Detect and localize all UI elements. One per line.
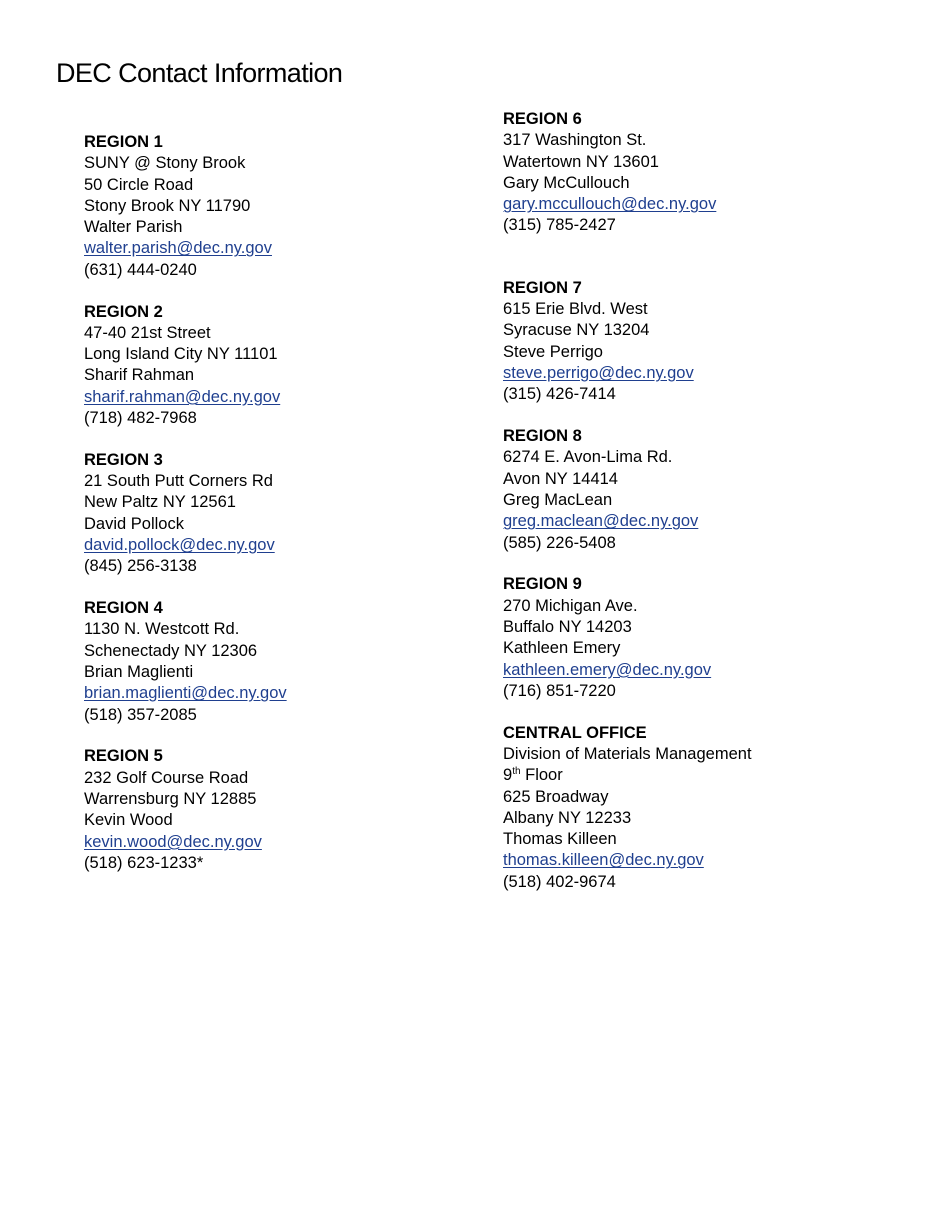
address-line: New Paltz NY 12561: [84, 493, 236, 512]
email-link[interactable]: kathleen.emery@dec.ny.gov: [503, 660, 712, 679]
address-line: 270 Michigan Ave.: [503, 596, 638, 615]
address-line: 47-40 21st Street: [84, 323, 211, 342]
right-column: [503, 109, 903, 914]
contact-name: Walter Parish: [84, 218, 183, 237]
phone-number: (716) 851-7220: [503, 681, 616, 700]
address-line: Syracuse NY 13204: [503, 321, 650, 340]
region-heading: REGION 9: [503, 575, 582, 594]
email-link[interactable]: steve.perrigo@dec.ny.gov: [503, 363, 694, 382]
contact-name: Kathleen Emery: [503, 639, 621, 658]
phone-number: (518) 357-2085: [84, 705, 197, 724]
region-heading: REGION 1: [84, 133, 163, 151]
address-line: 232 Golf Course Road: [84, 768, 249, 787]
contact-name: Brian Maglienti: [84, 663, 194, 682]
phone-number: (631) 444-0240: [84, 260, 197, 279]
address-line: 625 Broadway: [503, 787, 609, 806]
division-name: Division of Materials Management: [503, 744, 752, 763]
floor-number: 9: [503, 766, 513, 785]
region-heading: REGION 2: [84, 302, 163, 321]
address-line: 21 South Putt Corners Rd: [84, 472, 273, 491]
region-heading: REGION 6: [503, 110, 582, 128]
region-4-contact: [84, 598, 484, 726]
floor-word: Floor: [520, 766, 563, 785]
email-link[interactable]: walter.parish@dec.ny.gov: [84, 239, 272, 258]
region-3-contact: [84, 450, 484, 578]
email-link[interactable]: brian.maglienti@dec.ny.gov: [84, 684, 287, 703]
address-line: Avon NY 14414: [503, 469, 618, 488]
address-line: Warrensburg NY 12885: [84, 790, 257, 809]
phone-number: (518) 623-1233*: [84, 853, 204, 872]
central-office-contact: [503, 723, 903, 893]
contact-name: Thomas Killeen: [503, 830, 617, 849]
region-8-contact: [503, 426, 903, 554]
phone-number: (718) 482-7968: [84, 409, 197, 428]
contact-name: Greg MacLean: [503, 490, 613, 509]
address-line: Albany NY 12233: [503, 808, 632, 827]
region-2-contact: [84, 302, 484, 430]
central-office-heading: CENTRAL OFFICE: [503, 723, 647, 742]
region-heading: REGION 5: [84, 747, 163, 766]
contact-name: Steve Perrigo: [503, 342, 603, 361]
address-line: 317 Washington St.: [503, 131, 647, 150]
region-heading: REGION 7: [503, 278, 582, 297]
phone-number: (845) 256-3138: [84, 557, 197, 576]
contact-name: Gary McCullouch: [503, 173, 630, 192]
address-line: Buffalo NY 14203: [503, 617, 632, 636]
contact-name: David Pollock: [84, 514, 184, 533]
address-line: Watertown NY 13601: [503, 152, 659, 171]
email-link[interactable]: kevin.wood@dec.ny.gov: [84, 832, 262, 851]
region-6-contact: [503, 109, 903, 237]
address-line: 50 Circle Road: [84, 175, 194, 194]
left-column: [84, 132, 484, 895]
floor-line: [503, 765, 903, 786]
region-heading: REGION 4: [84, 599, 163, 618]
region-9-contact: [503, 574, 903, 702]
email-link[interactable]: sharif.rahman@dec.ny.gov: [84, 387, 281, 406]
email-link[interactable]: thomas.killeen@dec.ny.gov: [503, 851, 704, 870]
floor-suffix: th: [512, 766, 521, 778]
address-line: 6274 E. Avon-Lima Rd.: [503, 448, 673, 467]
page-title: DEC Contact Information: [56, 58, 343, 88]
region-heading: REGION 3: [84, 450, 163, 469]
address-line: Schenectady NY 12306: [84, 641, 258, 660]
address-line: Long Island City NY 11101: [84, 345, 278, 364]
region-1-contact: [84, 132, 484, 281]
region-heading: REGION 8: [503, 427, 582, 446]
email-link[interactable]: david.pollock@dec.ny.gov: [84, 536, 275, 555]
contact-name: Sharif Rahman: [84, 366, 195, 385]
address-line: 615 Erie Blvd. West: [503, 300, 648, 319]
phone-number: (315) 426-7414: [503, 385, 616, 404]
phone-number: (585) 226-5408: [503, 533, 616, 552]
address-line: Stony Brook NY 11790: [84, 196, 251, 215]
email-link[interactable]: greg.maclean@dec.ny.gov: [503, 512, 699, 531]
phone-number: (518) 402-9674: [503, 872, 616, 891]
email-link[interactable]: gary.mccullouch@dec.ny.gov: [503, 195, 717, 214]
contact-name: Kevin Wood: [84, 811, 173, 830]
address-line: 1130 N. Westcott Rd.: [84, 620, 240, 639]
address-line: SUNY @ Stony Brook: [84, 154, 246, 173]
region-5-contact: [84, 746, 484, 874]
region-7-contact: [503, 278, 903, 406]
phone-number: (315) 785-2427: [503, 216, 616, 235]
